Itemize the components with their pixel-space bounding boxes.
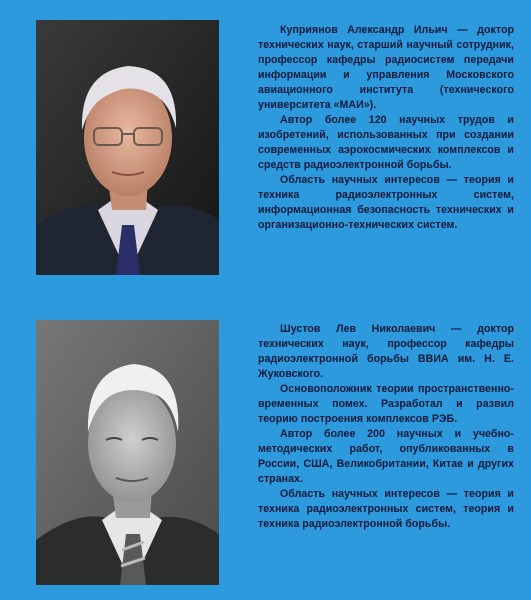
portrait-image bbox=[36, 20, 219, 275]
bio-paragraph: Область научных интересов — теория и техника радиоэлектронных систем, информационная безопасность технических и организационно-технических систем. bbox=[258, 174, 514, 231]
author-bio-shustov bbox=[258, 322, 514, 532]
bio-paragraph: Куприянов Александр Ильич — доктор технических наук, старший научный сотрудник, профессор кафедры радиосистем передачи информации и управления Московского авиационного института (технического университета «МАИ»). bbox=[258, 24, 514, 111]
bio-paragraph: Автор более 120 научных трудов и изобретений, использованных при создании современных аэрокосмических комплексов и средств радиоэлектронной борьбы. bbox=[258, 114, 514, 171]
author-bio-kupriyanov bbox=[258, 23, 514, 233]
bio-paragraph: Основоположник теории пространственно-временных помех. Разработал и развил теорию построения комплексов РЭБ. bbox=[258, 383, 514, 425]
author-photo-shustov bbox=[36, 320, 219, 585]
bio-paragraph: Автор более 200 научных и учебно-методических работ, опубликованных в России, США, Великобритании, Китае и других странах. bbox=[258, 428, 514, 485]
bio-paragraph: Область научных интересов — теория и техника радиоэлектронных систем, теория и техника радиоэлектронной борьбы. bbox=[258, 488, 514, 530]
author-photo-kupriyanov bbox=[36, 20, 219, 275]
portrait-image bbox=[36, 320, 219, 585]
bio-paragraph: Шустов Лев Николаевич — доктор технических наук, профессор кафедры радиоэлектронной борьбы ВВИА им. Н. Е. Жуковского. bbox=[258, 323, 514, 380]
